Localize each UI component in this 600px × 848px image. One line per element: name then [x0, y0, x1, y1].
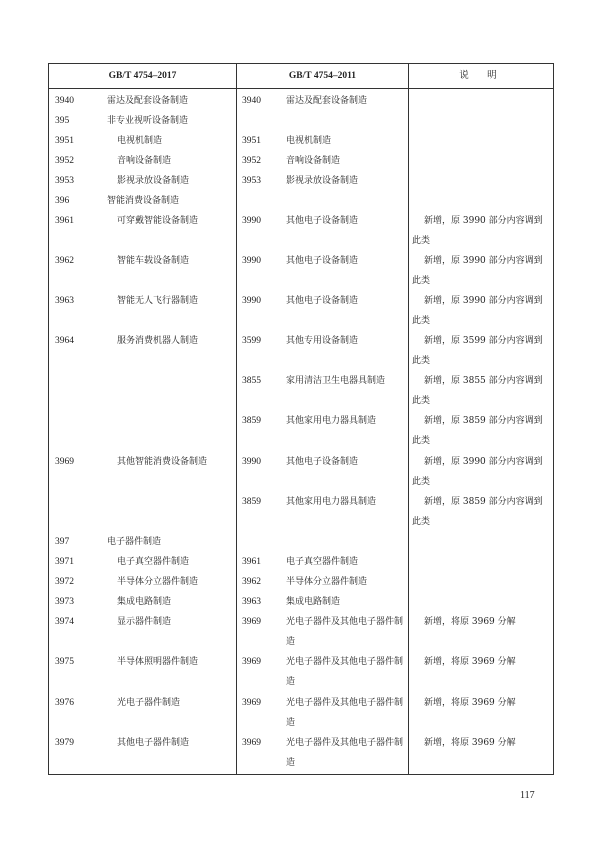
- note: 新增，原 3855 部分内容调到此类: [412, 376, 543, 406]
- old-code: 3952: [242, 156, 261, 166]
- new-code: 3953: [55, 176, 74, 186]
- old-code: 3855: [242, 376, 261, 386]
- old-code: 3951: [242, 136, 261, 146]
- new-name: 集成电路制造: [117, 597, 172, 607]
- old-code: 3990: [242, 216, 261, 226]
- new-name: 智能无人飞行器制造: [117, 296, 199, 306]
- new-name: 半导体照明器件制造: [117, 657, 199, 667]
- old-name: 影视录放设备制造: [286, 176, 359, 186]
- old-name: 其他家用电力器具制造: [286, 497, 377, 507]
- note: 新增，原 3990 部分内容调到此类: [412, 457, 543, 487]
- old-name: 光电子器件及其他电子器件制造: [286, 657, 404, 687]
- new-code: 3940: [55, 96, 74, 106]
- new-name: 音响设备制造: [117, 156, 172, 166]
- new-code: 3979: [55, 738, 74, 748]
- new-name: 影视录放设备制造: [117, 176, 190, 186]
- old-code: 3969: [242, 698, 261, 708]
- note: 新增，原 3990 部分内容调到此类: [412, 256, 543, 286]
- new-name: 光电子器件制造: [117, 698, 181, 708]
- old-code: 3859: [242, 497, 261, 507]
- header-divider: [49, 88, 553, 89]
- old-code: 3969: [242, 657, 261, 667]
- new-code: 3969: [55, 457, 74, 467]
- new-code: 3976: [55, 698, 74, 708]
- header-old-standard: GB/T 4754–2011: [288, 71, 357, 81]
- old-name: 光电子器件及其他电子器件制造: [286, 617, 404, 647]
- old-code: 3953: [242, 176, 261, 186]
- new-code: 397: [55, 537, 70, 547]
- header-note: 说 明: [459, 71, 505, 81]
- old-code: 3859: [242, 416, 261, 426]
- new-code: 3972: [55, 577, 74, 587]
- new-code: 396: [55, 196, 70, 206]
- old-name: 光电子器件及其他电子器件制造: [286, 698, 404, 728]
- new-code: 3951: [55, 136, 74, 146]
- column-divider: [408, 64, 409, 774]
- new-code: 3961: [55, 216, 74, 226]
- new-name: 电子器件制造: [107, 537, 162, 547]
- old-code: 3962: [242, 577, 261, 587]
- new-name: 其他电子器件制造: [117, 738, 190, 748]
- old-name: 其他电子设备制造: [286, 296, 359, 306]
- old-name: 其他电子设备制造: [286, 216, 359, 226]
- new-name: 电子真空器件制造: [117, 557, 190, 567]
- new-code: 3963: [55, 296, 74, 306]
- page-number: 117: [520, 790, 535, 801]
- new-name: 显示器件制造: [117, 617, 172, 627]
- old-name: 光电子器件及其他电子器件制造: [286, 738, 404, 768]
- new-code: 3973: [55, 597, 74, 607]
- new-name: 服务消费机器人制造: [117, 336, 199, 346]
- new-code: 3952: [55, 156, 74, 166]
- new-name: 半导体分立器件制造: [117, 577, 199, 587]
- old-code: 3969: [242, 617, 261, 627]
- old-name: 雷达及配套设备制造: [286, 96, 368, 106]
- old-code: 3961: [242, 557, 261, 567]
- old-name: 家用清洁卫生电器具制造: [286, 376, 386, 386]
- new-code: 3971: [55, 557, 74, 567]
- new-name: 雷达及配套设备制造: [107, 96, 189, 106]
- new-name: 其他智能消费设备制造: [117, 457, 208, 467]
- new-name: 智能消费设备制造: [107, 196, 180, 206]
- old-name: 其他电子设备制造: [286, 256, 359, 266]
- new-code: 3974: [55, 617, 74, 627]
- old-name: 其他家用电力器具制造: [286, 416, 377, 426]
- old-name: 半导体分立器件制造: [286, 577, 368, 587]
- new-name: 可穿戴智能设备制造: [117, 216, 199, 226]
- old-code: 3599: [242, 336, 261, 346]
- old-name: 其他电子设备制造: [286, 457, 359, 467]
- note: 新增，原 3990 部分内容调到此类: [412, 296, 543, 326]
- new-code: 3975: [55, 657, 74, 667]
- new-name: 电视机制造: [117, 136, 163, 146]
- note: 新增，原 3990 部分内容调到此类: [412, 216, 543, 246]
- classification-table: [48, 63, 554, 775]
- note: 新增，原 3859 部分内容调到此类: [412, 416, 543, 446]
- old-code: 3940: [242, 96, 261, 106]
- old-code: 3969: [242, 738, 261, 748]
- note: 新增，将原 3969 分解: [424, 617, 516, 627]
- old-code: 3990: [242, 256, 261, 266]
- note: 新增，原 3599 部分内容调到此类: [412, 336, 543, 366]
- note: 新增，将原 3969 分解: [424, 738, 516, 748]
- old-code: 3990: [242, 457, 261, 467]
- old-name: 其他专用设备制造: [286, 336, 359, 346]
- new-code: 3962: [55, 256, 74, 266]
- old-name: 电视机制造: [286, 136, 332, 146]
- old-code: 3963: [242, 597, 261, 607]
- note: 新增，将原 3969 分解: [424, 657, 516, 667]
- note: 新增，将原 3969 分解: [424, 698, 516, 708]
- new-code: 3964: [55, 336, 74, 346]
- note: 新增，原 3859 部分内容调到此类: [412, 497, 543, 527]
- old-code: 3990: [242, 296, 261, 306]
- header-new-standard: GB/T 4754–2017: [108, 71, 177, 81]
- old-name: 音响设备制造: [286, 156, 341, 166]
- old-name: 电子真空器件制造: [286, 557, 359, 567]
- old-name: 集成电路制造: [286, 597, 341, 607]
- new-name: 智能车载设备制造: [117, 256, 190, 266]
- new-name: 非专业视听设备制造: [107, 116, 189, 126]
- new-code: 395: [55, 116, 70, 126]
